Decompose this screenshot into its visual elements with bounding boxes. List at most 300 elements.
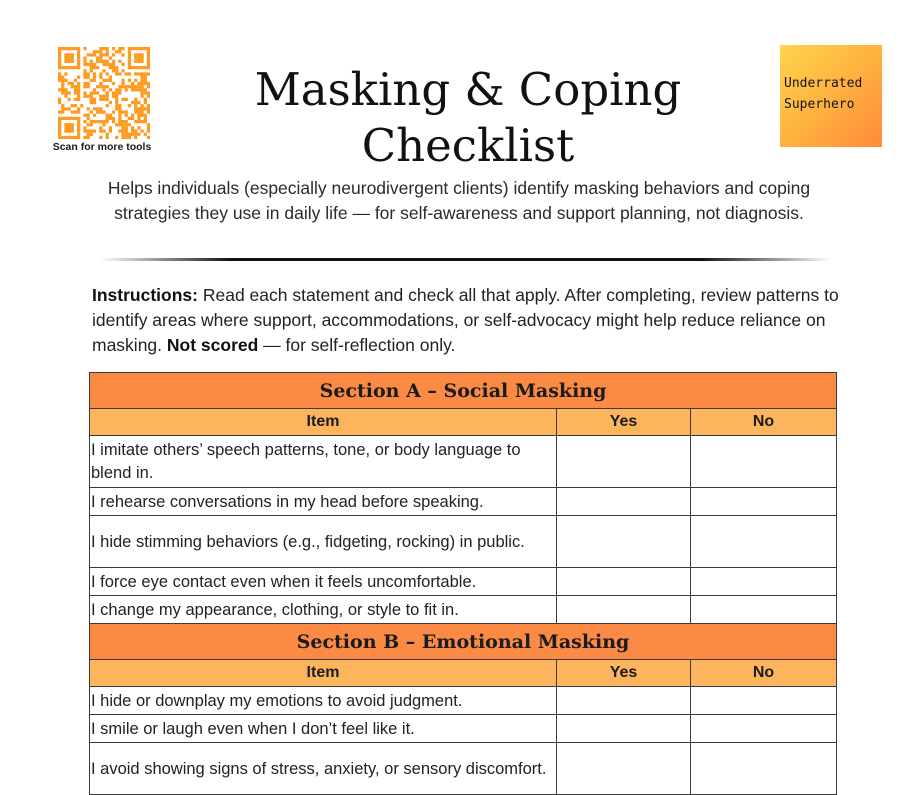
qr-module <box>61 136 64 139</box>
qr-module <box>144 133 147 136</box>
qr-module <box>71 82 74 85</box>
qr-module <box>77 107 80 110</box>
qr-module <box>140 47 143 50</box>
qr-module <box>99 126 102 129</box>
qr-module <box>93 114 96 117</box>
qr-module <box>83 85 86 88</box>
qr-module <box>74 91 77 94</box>
qr-module <box>68 57 71 60</box>
qr-module <box>112 63 115 66</box>
qr-module <box>99 136 102 139</box>
qr-module <box>137 133 140 136</box>
qr-module <box>147 85 150 88</box>
qr-module <box>118 107 121 110</box>
title-line-2: Checklist <box>361 119 575 172</box>
yes-checkbox-cell[interactable] <box>557 596 691 624</box>
qr-module <box>96 50 99 53</box>
qr-module <box>96 85 99 88</box>
yes-checkbox-cell[interactable] <box>557 488 691 516</box>
qr-module <box>140 107 143 110</box>
qr-module <box>90 91 93 94</box>
item-text: I change my appearance, clothing, or style to fit in. <box>90 596 557 624</box>
qr-module <box>125 120 128 123</box>
no-checkbox-cell[interactable] <box>691 488 837 516</box>
qr-module <box>109 76 112 79</box>
qr-module <box>121 85 124 88</box>
qr-module <box>77 117 80 120</box>
qr-module <box>106 72 109 75</box>
qr-module <box>137 72 140 75</box>
qr-module <box>147 107 150 110</box>
qr-module <box>68 47 71 50</box>
qr-module <box>90 110 93 113</box>
qr-module <box>137 53 140 56</box>
qr-module <box>102 120 105 123</box>
qr-module <box>77 57 80 60</box>
qr-module <box>128 136 131 139</box>
qr-module <box>90 60 93 63</box>
item-text: I imitate others’ speech patterns, tone, or body language to blend in. <box>90 436 557 488</box>
section-header-row <box>90 624 837 660</box>
qr-module <box>64 66 67 69</box>
qr-module <box>58 63 61 66</box>
qr-module <box>134 88 137 91</box>
table-row <box>90 715 837 743</box>
section-header-row <box>90 373 837 409</box>
qr-module <box>106 53 109 56</box>
qr-module <box>147 57 150 60</box>
qr-module <box>74 79 77 82</box>
qr-module <box>61 107 64 110</box>
qr-module <box>131 117 134 120</box>
qr-module <box>96 91 99 94</box>
qr-module <box>90 120 93 123</box>
qr-module <box>125 136 128 139</box>
qr-module <box>102 85 105 88</box>
yes-checkbox-cell[interactable] <box>557 687 691 715</box>
qr-module <box>125 98 128 101</box>
qr-module <box>121 63 124 66</box>
checklist-table <box>89 372 837 795</box>
qr-module <box>93 129 96 132</box>
qr-module <box>68 82 71 85</box>
qr-module <box>144 79 147 82</box>
qr-module <box>115 123 118 126</box>
qr-module <box>87 107 90 110</box>
qr-module <box>68 98 71 101</box>
qr-module <box>147 63 150 66</box>
qr-module <box>74 98 77 101</box>
qr-module <box>118 129 121 132</box>
qr-module <box>87 136 90 139</box>
qr-module <box>58 136 61 139</box>
qr-module <box>131 126 134 129</box>
qr-module <box>144 91 147 94</box>
qr-module <box>121 69 124 72</box>
no-checkbox-cell[interactable] <box>691 568 837 596</box>
logo-line-2: Superhero <box>784 97 855 112</box>
qr-module <box>118 110 121 113</box>
qr-module <box>90 69 93 72</box>
qr-module <box>64 47 67 50</box>
qr-module <box>137 82 140 85</box>
qr-code-icon[interactable] <box>58 47 150 139</box>
qr-module <box>64 95 67 98</box>
qr-module <box>109 126 112 129</box>
qr-module <box>71 117 74 120</box>
qr-module <box>137 57 140 60</box>
qr-module <box>131 101 134 104</box>
yes-checkbox-cell[interactable] <box>557 568 691 596</box>
qr-module <box>128 117 131 120</box>
qr-module <box>115 91 118 94</box>
qr-module <box>147 53 150 56</box>
qr-module <box>71 53 74 56</box>
qr-module <box>77 126 80 129</box>
qr-module <box>147 129 150 132</box>
qr-module <box>118 85 121 88</box>
qr-module <box>137 101 140 104</box>
qr-module <box>109 88 112 91</box>
qr-module <box>147 72 150 75</box>
item-text: I force eye contact even when it feels uncomfortable. <box>90 568 557 596</box>
qr-module <box>68 126 71 129</box>
qr-module <box>90 95 93 98</box>
qr-module <box>64 91 67 94</box>
qr-module <box>128 85 131 88</box>
qr-module <box>71 85 74 88</box>
qr-module <box>125 85 128 88</box>
qr-module <box>93 63 96 66</box>
qr-module <box>128 50 131 53</box>
no-checkbox-cell[interactable] <box>691 596 837 624</box>
no-checkbox-cell[interactable] <box>691 715 837 743</box>
qr-module <box>102 110 105 113</box>
title-line-1: Masking & Coping <box>254 63 682 116</box>
qr-module <box>61 88 64 91</box>
qr-module <box>61 110 64 113</box>
qr-module <box>64 88 67 91</box>
column-header-yes: Yes <box>557 409 691 436</box>
column-header-yes: Yes <box>557 660 691 687</box>
qr-module <box>128 47 131 50</box>
instructions-label: Instructions: <box>92 285 198 305</box>
qr-module <box>125 126 128 129</box>
qr-module <box>99 50 102 53</box>
qr-module <box>112 117 115 120</box>
instructions-text-1: Read each statement and check all that apply. After completing, review patterns to identify areas where support, accommodations, or self-advocacy might help reduce reliance on masking. <box>92 285 839 355</box>
qr-module <box>109 117 112 120</box>
qr-module <box>87 82 90 85</box>
qr-module <box>134 101 137 104</box>
item-text: I rehearse conversations in my head before speaking. <box>90 488 557 516</box>
qr-module <box>137 114 140 117</box>
qr-module <box>87 95 90 98</box>
qr-module <box>90 101 93 104</box>
qr-module <box>121 82 124 85</box>
qr-module <box>140 129 143 132</box>
qr-module <box>58 79 61 82</box>
qr-module <box>102 60 105 63</box>
qr-module <box>77 136 80 139</box>
table-row <box>90 743 837 795</box>
yes-checkbox-cell[interactable] <box>557 516 691 568</box>
qr-module <box>137 85 140 88</box>
qr-module <box>102 88 105 91</box>
qr-module <box>83 60 86 63</box>
qr-module <box>140 104 143 107</box>
qr-module <box>134 85 137 88</box>
qr-module <box>96 120 99 123</box>
qr-module <box>87 53 90 56</box>
qr-module <box>140 91 143 94</box>
qr-module <box>115 95 118 98</box>
qr-module <box>71 60 74 63</box>
qr-module <box>112 69 115 72</box>
qr-module <box>77 66 80 69</box>
qr-module <box>125 72 128 75</box>
qr-module <box>140 88 143 91</box>
qr-module <box>90 63 93 66</box>
qr-module <box>87 63 90 66</box>
qr-module <box>102 63 105 66</box>
qr-module <box>106 85 109 88</box>
qr-module <box>58 120 61 123</box>
qr-module <box>118 50 121 53</box>
qr-module <box>121 53 124 56</box>
qr-module <box>140 76 143 79</box>
qr-module <box>77 91 80 94</box>
no-checkbox-cell[interactable] <box>691 743 837 795</box>
yes-checkbox-cell[interactable] <box>557 436 691 488</box>
qr-module <box>99 60 102 63</box>
qr-module <box>58 123 61 126</box>
qr-module <box>115 66 118 69</box>
qr-module <box>90 79 93 82</box>
qr-module <box>64 60 67 63</box>
qr-module <box>64 53 67 56</box>
qr-module <box>87 114 90 117</box>
qr-module <box>106 50 109 53</box>
qr-module <box>77 47 80 50</box>
qr-module <box>134 104 137 107</box>
qr-module <box>140 53 143 56</box>
qr-module <box>83 72 86 75</box>
no-checkbox-cell[interactable] <box>691 516 837 568</box>
qr-module <box>64 123 67 126</box>
qr-module <box>134 133 137 136</box>
qr-module <box>128 133 131 136</box>
qr-module <box>102 47 105 50</box>
qr-module <box>83 95 86 98</box>
qr-module <box>147 91 150 94</box>
qr-module <box>134 72 137 75</box>
qr-module <box>134 98 137 101</box>
qr-module <box>112 91 115 94</box>
qr-module <box>68 66 71 69</box>
qr-module <box>134 136 137 139</box>
qr-module <box>121 129 124 132</box>
qr-module <box>128 53 131 56</box>
qr-module <box>118 72 121 75</box>
qr-module <box>115 50 118 53</box>
qr-module <box>147 50 150 53</box>
qr-module <box>93 98 96 101</box>
item-text: I avoid showing signs of stress, anxiety, or sensory discomfort. <box>90 743 557 795</box>
qr-module <box>137 88 140 91</box>
section-a-title: Section A – Social Masking <box>90 373 837 409</box>
qr-module <box>134 60 137 63</box>
qr-module <box>125 123 128 126</box>
qr-module <box>90 133 93 136</box>
qr-module <box>106 98 109 101</box>
qr-module <box>128 79 131 82</box>
qr-module <box>58 117 61 120</box>
qr-module <box>140 85 143 88</box>
no-checkbox-cell[interactable] <box>691 687 837 715</box>
qr-module <box>140 60 143 63</box>
qr-module <box>144 66 147 69</box>
qr-module <box>118 123 121 126</box>
qr-module <box>140 79 143 82</box>
qr-module <box>106 79 109 82</box>
qr-module <box>58 66 61 69</box>
qr-module <box>115 107 118 110</box>
qr-module <box>61 104 64 107</box>
qr-module <box>87 76 90 79</box>
qr-module <box>128 63 131 66</box>
qr-module <box>134 66 137 69</box>
qr-module <box>71 123 74 126</box>
qr-module <box>118 91 121 94</box>
qr-module <box>106 91 109 94</box>
qr-module <box>74 66 77 69</box>
qr-module <box>134 129 137 132</box>
qr-module <box>87 117 90 120</box>
qr-module <box>144 117 147 120</box>
qr-module <box>77 110 80 113</box>
qr-module <box>112 47 115 50</box>
qr-module <box>90 98 93 101</box>
qr-module <box>61 91 64 94</box>
qr-module <box>58 72 61 75</box>
logo-text <box>784 73 880 115</box>
qr-module <box>77 95 80 98</box>
qr-module <box>106 63 109 66</box>
qr-module <box>131 114 134 117</box>
qr-module <box>71 126 74 129</box>
qr-module <box>99 47 102 50</box>
qr-module <box>106 114 109 117</box>
qr-module <box>77 50 80 53</box>
qr-module <box>115 72 118 75</box>
qr-module <box>118 114 121 117</box>
qr-module <box>93 88 96 91</box>
qr-module <box>140 82 143 85</box>
qr-module <box>144 76 147 79</box>
qr-module <box>109 129 112 132</box>
qr-module <box>137 110 140 113</box>
qr-module <box>77 82 80 85</box>
qr-module <box>125 129 128 132</box>
qr-module <box>106 47 109 50</box>
qr-module <box>68 123 71 126</box>
qr-module <box>61 117 64 120</box>
qr-module <box>64 57 67 60</box>
qr-module <box>109 101 112 104</box>
qr-module <box>109 63 112 66</box>
qr-module <box>93 79 96 82</box>
qr-module <box>83 57 86 60</box>
qr-module <box>71 66 74 69</box>
qr-module <box>109 79 112 82</box>
qr-module <box>61 66 64 69</box>
qr-module <box>71 110 74 113</box>
qr-module <box>140 66 143 69</box>
qr-module <box>115 69 118 72</box>
qr-module <box>118 60 121 63</box>
qr-module <box>71 136 74 139</box>
qr-module <box>74 85 77 88</box>
qr-module <box>144 72 147 75</box>
qr-module <box>121 123 124 126</box>
qr-module <box>83 63 86 66</box>
instructions-paragraph <box>92 283 852 358</box>
qr-module <box>90 66 93 69</box>
qr-module <box>115 88 118 91</box>
qr-module <box>83 136 86 139</box>
qr-module <box>87 133 90 136</box>
qr-module <box>140 95 143 98</box>
qr-module <box>121 133 124 136</box>
qr-module <box>77 129 80 132</box>
qr-module <box>102 98 105 101</box>
qr-module <box>74 136 77 139</box>
qr-module <box>96 66 99 69</box>
table-row <box>90 516 837 568</box>
qr-module <box>134 79 137 82</box>
qr-module <box>128 66 131 69</box>
qr-module <box>64 117 67 120</box>
qr-module <box>118 47 121 50</box>
qr-module <box>74 110 77 113</box>
yes-checkbox-cell[interactable] <box>557 743 691 795</box>
qr-module <box>99 120 102 123</box>
qr-module <box>93 107 96 110</box>
qr-module <box>147 82 150 85</box>
qr-module <box>64 136 67 139</box>
qr-module <box>61 79 64 82</box>
qr-module <box>121 120 124 123</box>
qr-module <box>58 47 61 50</box>
qr-module <box>131 47 134 50</box>
no-checkbox-cell[interactable] <box>691 436 837 488</box>
qr-module <box>99 110 102 113</box>
qr-module <box>68 136 71 139</box>
qr-module <box>144 120 147 123</box>
qr-module <box>61 47 64 50</box>
qr-module <box>99 95 102 98</box>
qr-module <box>90 129 93 132</box>
qr-module <box>144 107 147 110</box>
yes-checkbox-cell[interactable] <box>557 715 691 743</box>
qr-module <box>77 85 80 88</box>
qr-module <box>83 82 86 85</box>
qr-module <box>77 88 80 91</box>
qr-module <box>74 47 77 50</box>
column-header-item: Item <box>90 409 557 436</box>
qr-module <box>134 53 137 56</box>
